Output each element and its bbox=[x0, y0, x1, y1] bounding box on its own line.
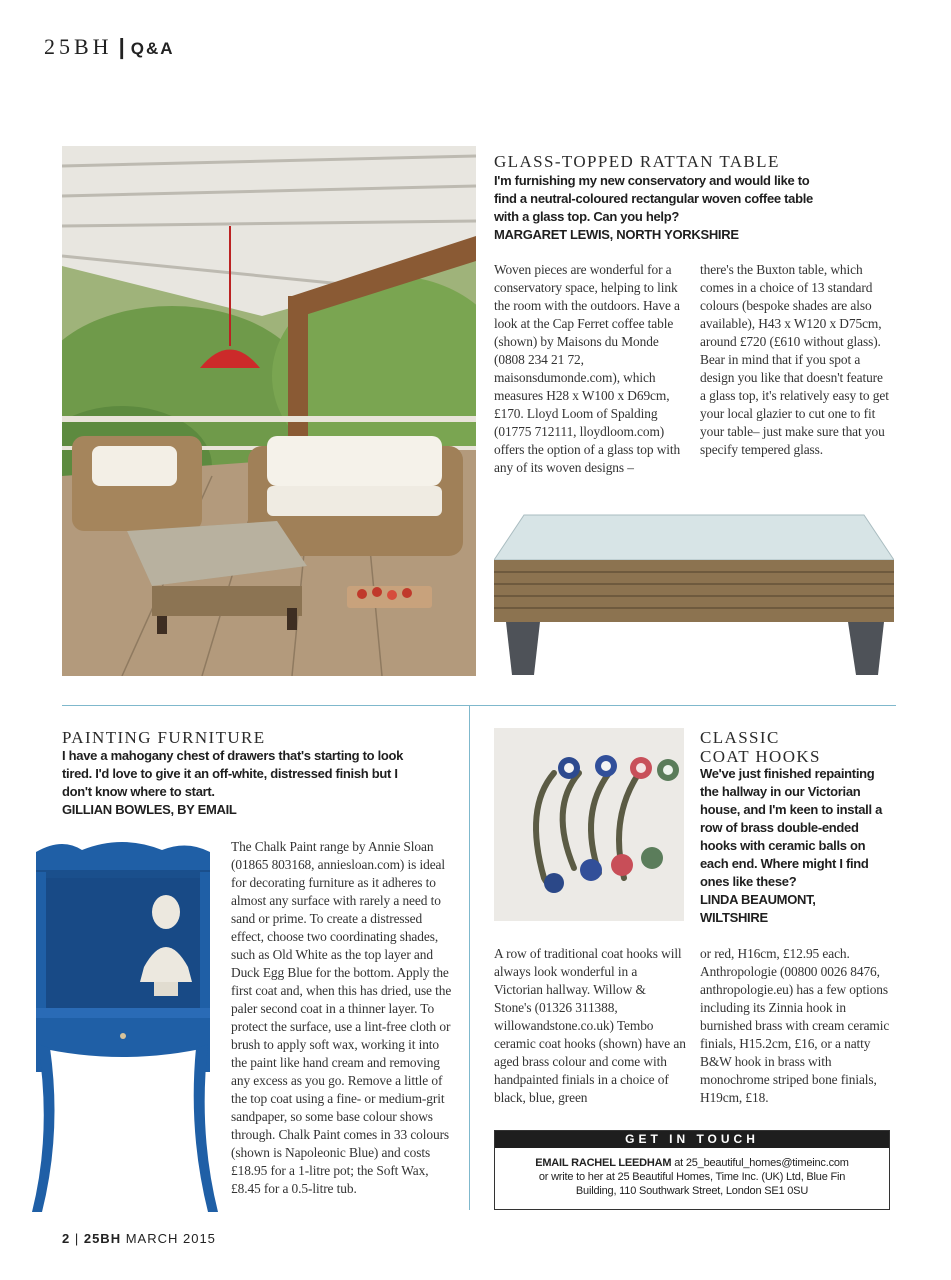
paint-question-text: I have a mahogany chest of drawers that's starting to look tired. I'd love to give it an off-white, distressed finish but I don't know where to start. bbox=[62, 748, 404, 799]
rattan-table-photo bbox=[494, 510, 894, 680]
get-in-touch-address-line2: Building, 110 Southwark Street, London SE1 0SU bbox=[575, 1185, 809, 1197]
get-in-touch-box bbox=[494, 1130, 890, 1210]
hooks-question-author-line1: LINDA BEAUMONT, bbox=[700, 892, 816, 907]
hooks-question bbox=[700, 765, 890, 927]
coat-hooks-photo bbox=[494, 728, 684, 921]
folio-issue: MARCH 2015 bbox=[125, 1231, 216, 1246]
blue-chest-photo bbox=[22, 832, 222, 1217]
hooks-heading-line1: CLASSIC bbox=[700, 728, 780, 747]
table-answer-col2: there's the Buxton table, which comes in a choice of 13 standard colours (bespoke shades are also available), H43 x W120 x D75cm, around £720 (£610 without glass). Bear in mind that if you spot a design you like that doesn't feature a glass top, it's relatively easy to get your local glazier to cut one to fit your table– just make sure that you specify tempered glass. bbox=[700, 262, 889, 457]
get-in-touch-address-line1: or write to her at 25 Beautiful Homes, Time Inc. (UK) Ltd, Blue Fin bbox=[538, 1171, 846, 1183]
table-question-text: I'm furnishing my new conservatory and would like to find a neutral-coloured rectangular woven coffee table with a glass top. Can you help? bbox=[494, 173, 813, 224]
get-in-touch-text bbox=[495, 1148, 889, 1198]
hooks-question-text: We've just finished repainting the hallway in our Victorian house, and I'm keen to install a row of brass double-ended hooks with ceramic balls on each end. Where might I find ones like these? bbox=[700, 766, 883, 889]
get-in-touch-email[interactable]: at 25_beautiful_homes@timeinc.com bbox=[671, 1157, 849, 1169]
folio: 2 | 25BH MARCH 2015 bbox=[62, 1231, 216, 1246]
hooks-question-author-line2: WILTSHIRE bbox=[700, 910, 768, 925]
table-question-author: MARGARET LEWIS, NORTH YORKSHIRE bbox=[494, 227, 739, 242]
table-heading: GLASS-TOPPED RATTAN TABLE bbox=[494, 152, 780, 171]
masthead bbox=[44, 34, 175, 60]
masthead-section: Q&A bbox=[130, 39, 175, 58]
hooks-heading bbox=[700, 728, 890, 766]
hooks-answer-col2: or red, H16cm, £12.95 each. Anthropologie (00800 0026 8476, anthropologie.eu) has a few options including its Zinnia hook in burnished brass with cream ceramic finials, H15.2cm, £16, or a natty B&W hook in brass with monochrome striped bone finials, H19cm, £18. bbox=[700, 946, 890, 1105]
table-question bbox=[494, 172, 814, 244]
coat-hooks-illustration bbox=[494, 728, 684, 921]
table-answer-col1: Woven pieces are wonderful for a conservatory space, helping to link the room with the outdoors. Have a look at the Cap Ferret coffee table (shown) by Maisons du Monde (0808 234 21 72, maisonsdumonde.com), which measures H28 x W100 x D69cm, £170. Lloyd Loom of Spalding (01775 712111, lloydloom.com) offers the option of a glass top with any of its woven designs – bbox=[494, 262, 681, 475]
paint-answer: The Chalk Paint range by Annie Sloan (01865 803168, anniesloan.com) is ideal for decorating furniture as it adheres to almost any surface with rarely a need to sand or prime. To create a distressed effect, choose two coordinating shades, such as Old White as the top layer and Duck Egg Blue for the bottom. Apply the first coat and, when this has dried, use the paler second coat in a thinner layer. To protect the surface, use a lint-free cloth or brush to apply soft wax, working it into the paint like hand cream and removing any excess as you go. Remove a little of the top coat using a fine- or medium-grit sandpaper, so some base colour shows through. Chalk Paint comes in 33 colours (shown is Napoleonic Blue) and costs £18.95 for a 1-litre pot; the Soft Wax, £8.45 for a 0.5-litre tub. bbox=[231, 839, 452, 1196]
masthead-brand: 25BH bbox=[44, 34, 113, 59]
section-rule-horizontal bbox=[62, 705, 896, 706]
veranda-photo bbox=[62, 146, 476, 676]
veranda-illustration bbox=[62, 146, 476, 676]
hooks-heading-line2: COAT HOOKS bbox=[700, 747, 821, 766]
get-in-touch-name: EMAIL RACHEL LEEDHAM bbox=[535, 1157, 672, 1169]
paint-question bbox=[62, 747, 422, 819]
paint-question-author: GILLIAN BOWLES, BY EMAIL bbox=[62, 802, 237, 817]
paint-heading: PAINTING FURNITURE bbox=[62, 728, 266, 747]
section-rule-vertical bbox=[469, 705, 470, 1210]
blue-chest-illustration bbox=[22, 832, 222, 1217]
hooks-answer-col1: A row of traditional coat hooks will always look wonderful in a Victorian hallway. Willow & Stone's (01326 311388, willowandstone.co.uk) Tembo ceramic coat hooks (shown) have an aged brass colour and come with handpainted finials in a choice of black, blue, green bbox=[494, 946, 686, 1105]
masthead-separator: | bbox=[118, 34, 125, 59]
folio-brand: 25BH bbox=[83, 1231, 122, 1246]
folio-page: 2 bbox=[62, 1231, 71, 1246]
get-in-touch-title: GET IN TOUCH bbox=[495, 1131, 889, 1148]
rattan-table-illustration bbox=[494, 510, 894, 680]
